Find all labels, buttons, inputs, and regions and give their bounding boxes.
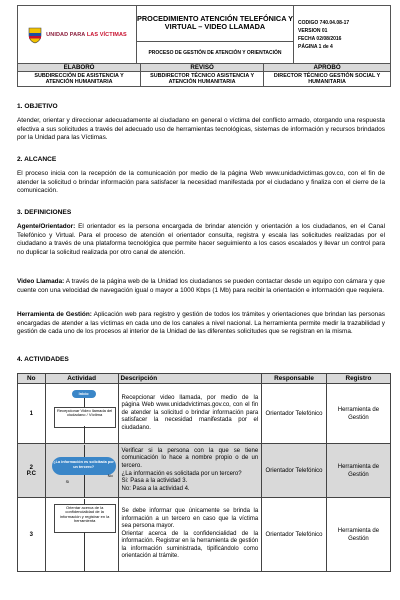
document-date: FECHA 02/08/2016 [298,36,342,42]
definition-term: Video Llamada: [17,278,65,285]
flow-arrow [84,445,85,457]
activity-record: Herramienta de Gestión [326,384,390,444]
aprobo-value: DIRECTOR TÉCNICO GESTIÓN SOCIAL Y HUMANITARIA [264,72,391,87]
reviso-header: REVISÓ [141,64,264,72]
flow-decision: ¿La información es solicitada por un tercero? [52,457,116,475]
activity-number: 3 [18,498,46,572]
activity-number: 1 [18,384,46,444]
table-header-row [18,374,391,384]
definition-term: Agente/Orientador: [17,223,76,230]
document-header [17,5,391,65]
definition-text: Aplicación web para registro y gestión de todos los trámites y orientaciones que brindan las personas encargadas de atender a las víctimas en cada uno de los canales a nivel nacional. La herramienta permite medir la trazabilidad y gestión de cada uno de los procesos al interior de la Unidad de las diferentes solicitudes que se registran en la misma. [17,311,385,336]
definition-text: El orientador es la persona encargada de brindar atención y orientación a los ciudadanos, en el Canal Telefónico y Virtual. Para el proceso de atención el orientador consulta, registra y escala las solicitudes realizadas por el ciudadano a través de una plataforma tecnológica que permite hacer seguimiento a los casos escalados y llevar un control para no duplicar la solicitud realizada por otro canal de atención. [17,223,385,256]
column-header: Actividad [45,374,118,384]
unidad-victimas-logo [18,26,136,44]
flow-arrow [84,426,85,443]
flow-process-box: Recepcionar Video llamada del ciudadano / Víctima [54,407,116,428]
activity-responsible: Orientador Telefónico [262,444,327,498]
section-alcance-text: El proceso inicia con la recepción de la comunicación por medio de la página Web www.unidadvictimas.gov.co, con el fin de atender la solicitud o brindar información para satisfacer la necesidad manifestada por el ciudadano y finaliza con el cierre de la comunicación. [17,170,385,195]
reviso-value: SUBDIRECTOR TÉCNICO ASISTENCIA Y ATENCIÓN HUMANITARIA [141,72,264,87]
activity-responsible: Orientador Telefónico [262,498,327,572]
coat-of-arms-icon [27,26,43,44]
column-header: Descripción [118,374,262,384]
definition-orientador [17,223,385,257]
document-version: VERSION 01 [298,28,328,34]
section-definiciones-title: 3. DEFINICIONES [17,209,72,216]
flow-start-terminator: Inicio [72,390,96,398]
section-alcance-title: 2. ALCANCE [17,156,57,163]
activities-table [17,373,391,572]
document-page-number: PÁGINA 1 de 4 [298,44,333,50]
activity-record: Herramienta de Gestión [326,498,390,572]
activity-flow-cell [45,498,118,572]
column-header: Registro [326,374,390,384]
activity-responsible: Orientador Telefónico [262,384,327,444]
definition-text: A través de la página web de la Unidad los ciudadanos se pueden contactar desde un equipo con cámara y que cuente con una velocidad de navegación igual o mayor a 1000 Kbps (1 Mb) para recibir la orientación e información que requiera. [17,278,385,294]
activity-record: Herramienta de Gestión [326,444,390,498]
column-header: No [18,374,46,384]
definition-term: Herramienta de Gestión: [17,311,92,318]
document-code: CODIGO 740.04.08-17 [298,20,350,26]
activity-flow-cell [45,444,118,498]
flow-arrow [84,398,85,407]
activity-flow-cell [45,384,118,444]
table-row [18,384,391,444]
definition-video-llamada [17,278,385,295]
definition-herramienta [17,311,385,337]
aprobo-header: APROBÓ [264,64,391,72]
document-meta [294,6,391,65]
section-objetivo-text: Atender, orientar y direccionar adecuadamente al ciudadano en general o víctima del conflicto armado, otorgando una respuesta efectiva a sus solicitudes a través del adecuado uso de herramientas tecnológicas, sistemas de información y recursos brindados por la Unidad para las Víctimas. [17,117,385,142]
logo-cell [18,6,137,65]
approval-table [17,63,391,87]
elaboro-value: SUBDIRECCIÓN DE ASISTENCIA Y ATENCIÓN HUMANITARIA [18,72,141,87]
flow-process-box: Orientar acerca de la confidencialidad de la información y registrar en la herramienta [54,504,116,533]
flow-yes-label: Si [65,478,70,484]
activity-number: 2 P.C [18,444,46,498]
section-actividades-title: 4. ACTIVIDADES [17,356,69,363]
logo-prefix: UNIDAD PARA [46,32,86,38]
activity-description: Verificar si la persona con la que se tiene comunicación lo hace a nombre propio o de un tercero. ¿La información es solicitada por un tercero? Si: Pasa a la actividad 3. No: Pasa a la actividad 4. [118,444,262,498]
activity-description: Recepcionar video llamada, por medio de la página Web www.unidadvictimas.gov.co, con el fin de atender la solicitud o brindar información para satisfacer la necesidad manifestada por el ciudadano. [118,384,262,444]
table-row [18,498,391,572]
flow-no-label: No [107,472,113,478]
flow-arrow [84,532,85,571]
elaboro-header: ELABORÓ [18,64,141,72]
table-row [18,444,391,498]
document-title: PROCEDIMIENTO ATENCIÓN TELEFÓNICA Y VIRTUAL – VIDEO LLAMADA [137,6,294,42]
process-name: PROCESO DE GESTIÓN DE ATENCIÓN Y ORIENTACIÓN [137,41,294,64]
logo-suffix: LAS VÍCTIMAS [86,32,127,38]
flow-arrow [84,475,85,497]
column-header: Responsable [262,374,327,384]
section-objetivo-title: 1. OBJETIVO [17,103,58,110]
activity-description: Se debe informar que únicamente se brinda la información a un tercero en caso que la víctima sea persona mayor. Orientar acerca de la confidencialidad de la información. Registrar en la herramienta de gestión la información suministrada, tipificándolo como orientación al trámite. [118,498,262,572]
